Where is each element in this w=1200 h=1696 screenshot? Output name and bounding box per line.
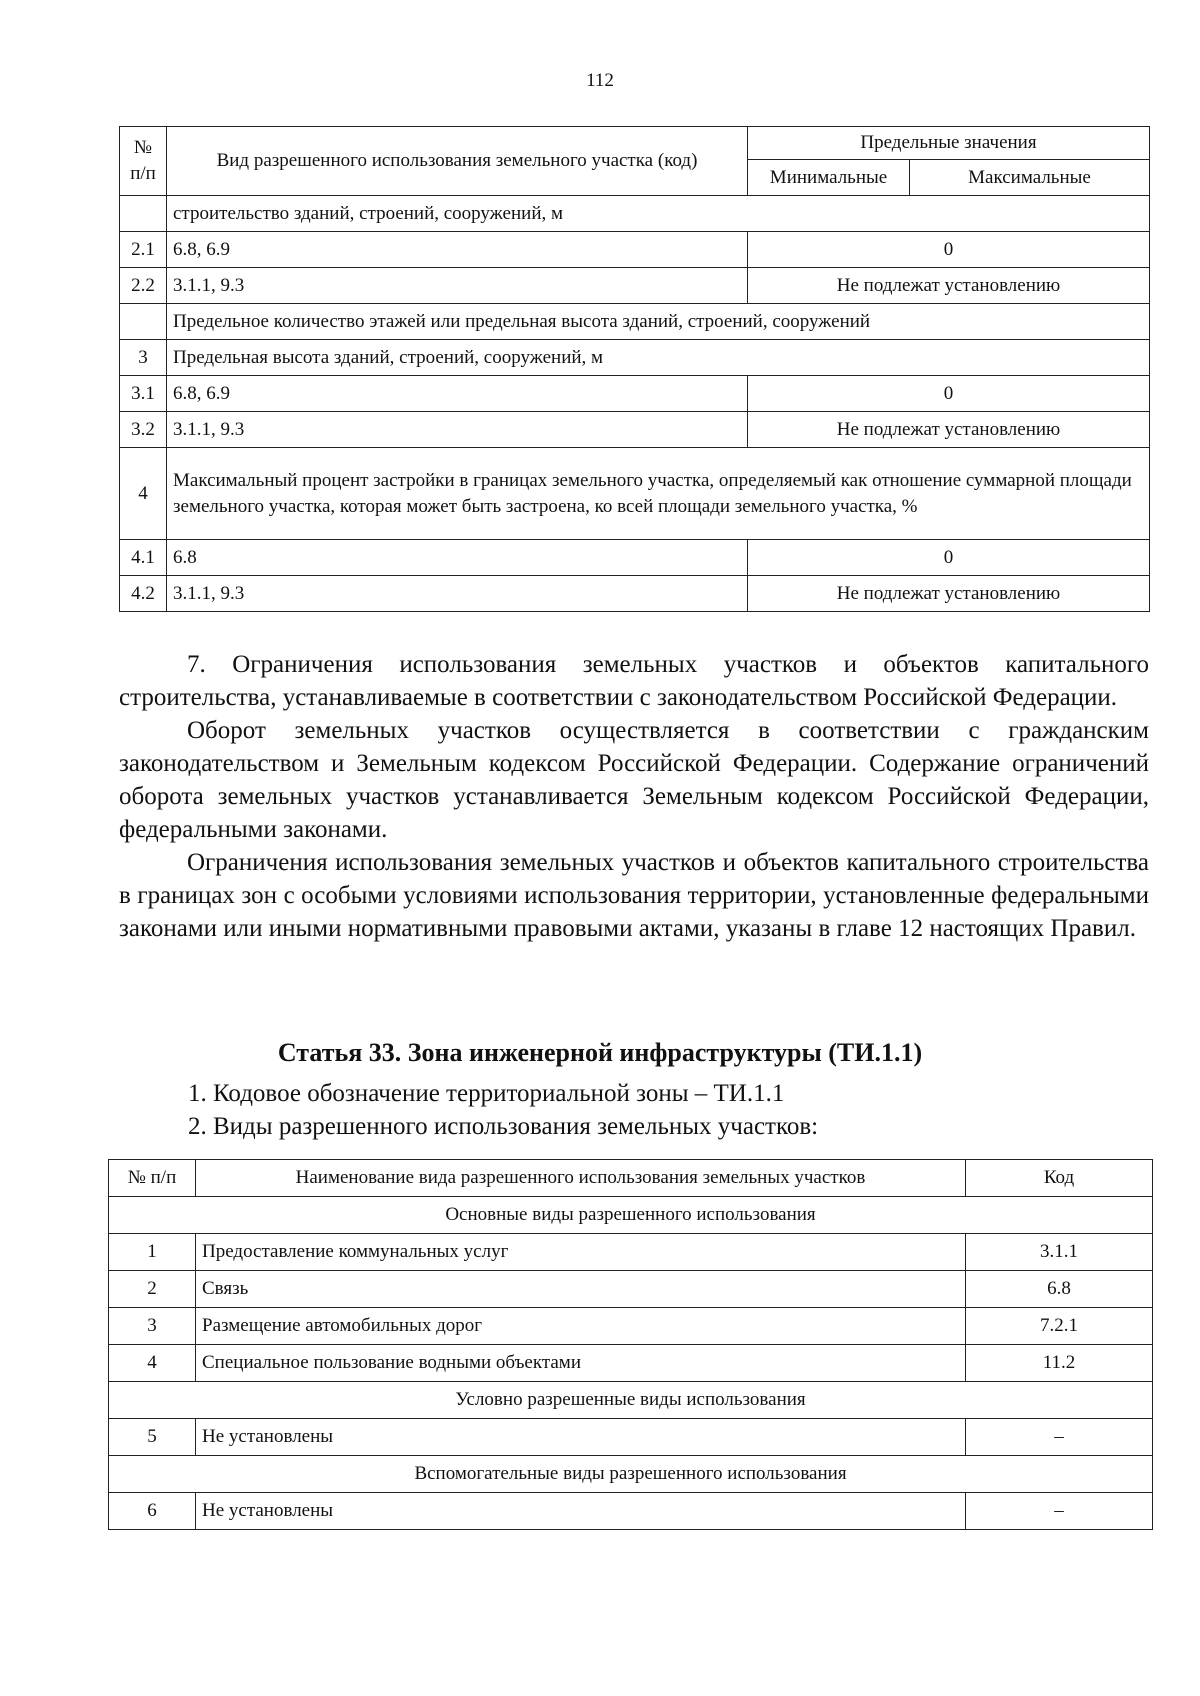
body-text (119, 648, 1149, 945)
table-row (109, 1493, 1153, 1530)
row-text: Предельное количество этажей или предельная высота зданий, строений, сооружений (167, 304, 1150, 340)
row-num (120, 196, 167, 232)
header-code: Код (966, 1160, 1153, 1197)
table-row (109, 1419, 1153, 1456)
row-num: 4 (109, 1345, 196, 1382)
row-name: Связь (196, 1271, 966, 1308)
row-num: 1 (109, 1234, 196, 1271)
table-row (120, 268, 1150, 304)
section-title: Условно разрешенные виды использования (109, 1382, 1153, 1419)
header-kind: Вид разрешенного использования земельного участка (код) (167, 127, 748, 196)
row-code: 3.1.1, 9.3 (167, 268, 748, 304)
limits-table-header-row (120, 127, 1150, 160)
row-value: Не подлежат установлению (748, 576, 1150, 612)
table-row (120, 576, 1150, 612)
row-name: Не установлены (196, 1493, 966, 1530)
header-num: № п/п (120, 127, 167, 196)
table-row (120, 412, 1150, 448)
header-min: Минимальные (748, 160, 910, 196)
table-row (120, 340, 1150, 376)
row-num: 3 (120, 340, 167, 376)
limits-table (119, 126, 1150, 612)
row-value: 0 (748, 540, 1150, 576)
row-num: 3 (109, 1308, 196, 1345)
paragraph: Ограничения использования земельных участков и объектов капитального строительства в границах зон с особыми условиями использования территории, установленные федеральными законами или иными нормативными правовыми актами, указаны в главе 12 настоящих Правил. (119, 849, 1149, 942)
row-name: Специальное пользование водными объектами (196, 1345, 966, 1382)
row-text: Предельная высота зданий, строений, сооружений, м (167, 340, 1150, 376)
uses-table-header-row (109, 1160, 1153, 1197)
row-num: 3.1 (120, 376, 167, 412)
row-code: – (966, 1419, 1153, 1456)
row-code: 6.8 (167, 540, 748, 576)
row-code: 6.8 (966, 1271, 1153, 1308)
row-value: 0 (748, 376, 1150, 412)
row-num (120, 304, 167, 340)
row-name: Предоставление коммунальных услуг (196, 1234, 966, 1271)
paragraph: Оборот земельных участков осуществляется в соответствии с гражданским законодательством и Земельным кодексом Российской Федерации. Содержание ограничений оборота земельных участков устанавливается Земельным кодексом Российской Федерации, федеральными законами. (119, 717, 1149, 843)
uses-table (108, 1159, 1153, 1530)
list-item: 1. Кодовое обозначение территориальной зоны – ТИ.1.1 (188, 1080, 785, 1107)
paragraph: 7. Ограничения использования земельных участков и объектов капитального строительства, устанавливаемые в соответствии с законодательством Российской Федерации. (119, 651, 1149, 711)
row-code: 6.8, 6.9 (167, 376, 748, 412)
section-row (109, 1197, 1153, 1234)
table-row (109, 1308, 1153, 1345)
table-row (120, 376, 1150, 412)
section-title: Основные виды разрешенного использования (109, 1197, 1153, 1234)
row-num: 4 (120, 448, 167, 540)
table-row (109, 1345, 1153, 1382)
row-num: 5 (109, 1419, 196, 1456)
row-num: 3.2 (120, 412, 167, 448)
row-num: 4.1 (120, 540, 167, 576)
table-row (120, 448, 1150, 540)
row-value: Не подлежат установлению (748, 268, 1150, 304)
row-num: 2 (109, 1271, 196, 1308)
table-row (120, 304, 1150, 340)
header-max: Максимальные (910, 160, 1150, 196)
table-row (120, 232, 1150, 268)
section-title: Вспомогательные виды разрешенного использования (109, 1456, 1153, 1493)
table-row (120, 196, 1150, 232)
row-num: 6 (109, 1493, 196, 1530)
row-code: 3.1.1 (966, 1234, 1153, 1271)
header-name: Наименование вида разрешенного использования земельных участков (196, 1160, 966, 1197)
row-code: 3.1.1, 9.3 (167, 412, 748, 448)
row-code: 6.8, 6.9 (167, 232, 748, 268)
header-limits: Предельные значения (748, 127, 1150, 160)
table-row (109, 1271, 1153, 1308)
row-value: Не подлежат установлению (748, 412, 1150, 448)
table-row (120, 540, 1150, 576)
row-text: Максимальный процент застройки в границах земельного участка, определяемый как отношение суммарной площади земельного участка, которая может быть застроена, ко всей площади земельного участка, % (167, 448, 1150, 540)
section-row (109, 1456, 1153, 1493)
article-heading: Статья 33. Зона инженерной инфраструктуры (ТИ.1.1) (277, 1038, 923, 1067)
row-num: 2.1 (120, 232, 167, 268)
row-name: Размещение автомобильных дорог (196, 1308, 966, 1345)
table-row (109, 1234, 1153, 1271)
row-name: Не установлены (196, 1419, 966, 1456)
row-code: – (966, 1493, 1153, 1530)
row-code: 3.1.1, 9.3 (167, 576, 748, 612)
row-code: 7.2.1 (966, 1308, 1153, 1345)
list-item: 2. Виды разрешенного использования земельных участков: (188, 1113, 819, 1140)
header-num: № п/п (109, 1160, 196, 1197)
row-num: 4.2 (120, 576, 167, 612)
row-num: 2.2 (120, 268, 167, 304)
row-code: 11.2 (966, 1345, 1153, 1382)
row-value: 0 (748, 232, 1150, 268)
page-number: 112 (586, 70, 614, 91)
row-text: строительство зданий, строений, сооружений, м (167, 196, 1150, 232)
section-row (109, 1382, 1153, 1419)
